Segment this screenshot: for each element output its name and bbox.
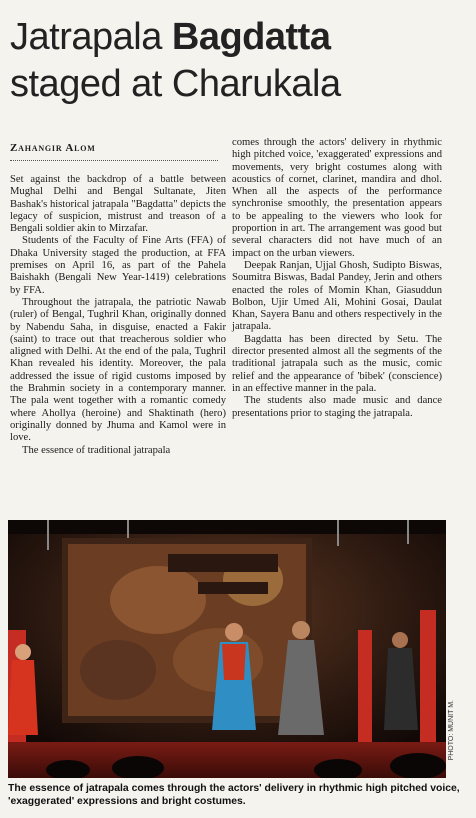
- body-paragraph: Bagdatta has been directed by Setu. The director presented almost all the segments of the traditional jatrapala such as the music, comic relief and the appearance of 'bibek' (conscience) in an effective manner in the pala.: [232, 333, 442, 394]
- body-paragraph: The essence of traditional jatrapala: [22, 444, 171, 456]
- headline: [10, 14, 470, 108]
- article-column-left: [10, 174, 226, 457]
- body-paragraph: Throughout the jatrapala, the patriotic Nawab (ruler) of Bengal, Tughril Khan, originally donned by Nabendu Saha, in disguise, enacted a Fakir (saint) to trace out that treacherous soldier who aligned with Delhi. At the end of the pala, Tughril Khan revealed his identity. Moreover, the pala addressed the issue of rigid customs imposed by the Brahmin society in a contemporary manner. The pala went together with a romantic comedy where Ahollya (heroine) and Shaktinath (hero) originally donned by Jhuma and Kamol were in love.: [10, 296, 226, 444]
- byline-divider: [10, 160, 218, 161]
- article-column-right: [232, 137, 442, 420]
- headline-title-regular: Jatrapala: [10, 16, 172, 58]
- body-paragraph: comes through the actors' delivery in rhythmic high pitched voice, 'exaggerated' expressions and movements, very bright costumes along with acoustics of cornet, clarinet, mandira and dhol. When all the aspects of the performance synchronise smoothly, the presentation appears to be appealing to the viewers who look for proportion in art. The arrangement was good but several characters did not have much of an impact on the urban viewers.: [232, 137, 442, 259]
- headline-title-bold: Bagdatta: [171, 16, 331, 58]
- stage-photo-illustration: [8, 520, 446, 778]
- stage-photo: [8, 520, 446, 778]
- photo-credit: PHOTO: MUNIT M.: [448, 700, 455, 761]
- body-paragraph: Students of the Faculty of Fine Arts (FFA) of Dhaka University staged the production, at FFA premises on April 16, as part of the Pahela Baishakh (Bengali New Year-1419) celebrations by FFA.: [10, 235, 226, 296]
- body-paragraph: Deepak Ranjan, Ujjal Ghosh, Sudipto Biswas, Soumitra Biswas, Badal Pandey, Jerin and others enacted the roles of Momin Khan, Giasuddun Bolbon, Ujir Umed Ali, Mohini Gosai, Daulat Khan, Sayera Banu and others respectively in the jatrapala.: [232, 259, 442, 333]
- body-paragraph: Set against the backdrop of a battle between Mughal Delhi and Bengal Sultanate, Jiten Bashak's historical jatrapala "Bagdatta" depicts the legacy of suspicion, mistrust and treason of a Bengali soldier akin to Mirzafar.: [10, 174, 226, 235]
- headline-line-2: staged at Charukala: [10, 63, 341, 105]
- headline-line-1: [10, 14, 470, 61]
- byline: Zahangir Alom: [10, 142, 96, 154]
- body-paragraph: The students also made music and dance presentations prior to staging the jatrapala.: [232, 395, 442, 419]
- photo-caption: The essence of jatrapala comes through the actors' delivery in rhythmic high pitched voice, 'exaggerated' expressions and bright costumes.: [8, 783, 460, 807]
